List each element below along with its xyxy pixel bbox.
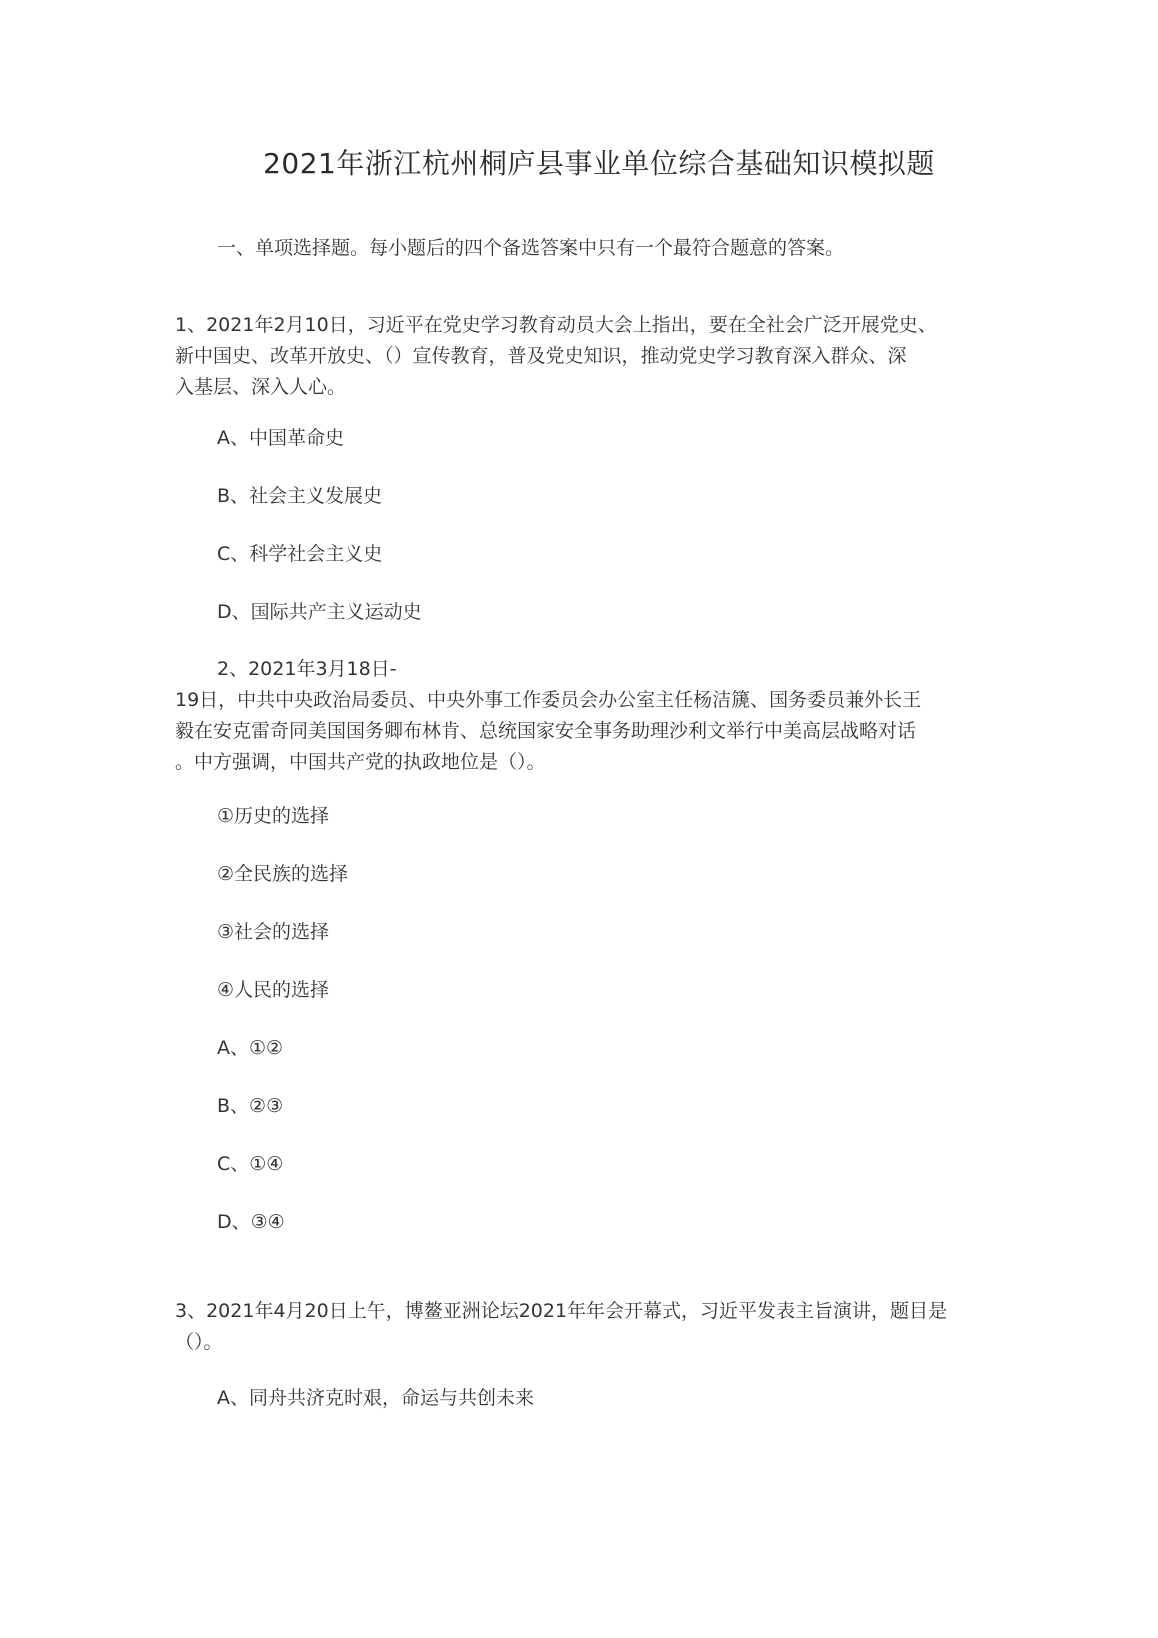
question-2-option-a: A、①② [217, 1037, 284, 1059]
question-2-line: 。中方强调，中国共产党的执政地位是（）。 [175, 751, 546, 773]
question-3-line: （）。 [175, 1331, 223, 1353]
question-2-option-d: D、③④ [217, 1211, 285, 1233]
question-2-statement-1: ①历史的选择 [217, 805, 330, 827]
question-1-option-c: C、科学社会主义史 [217, 543, 383, 565]
question-1-option-d: D、国际共产主义运动史 [217, 601, 422, 623]
question-1-line: 1、2021年2月10日，习近平在党史学习教育动员大会上指出，要在全社会广泛开展党史、 [175, 314, 937, 336]
question-2-text [175, 654, 975, 778]
question-2-line: 19日，中共中央政治局委员、中央外事工作委员会办公室主任杨洁篪、国务委员兼外长王 [175, 689, 922, 711]
question-2-option-b: B、②③ [217, 1095, 284, 1117]
question-1-option-b: B、社会主义发展史 [217, 485, 383, 507]
question-2-line: 2、2021年3月18日- [217, 658, 397, 680]
question-1-option-a: A、中国革命史 [217, 427, 344, 449]
question-3-text [175, 1296, 975, 1358]
question-1-line: 新中国史、改革开放史、（）宣传教育，普及党史知识，推动党史学习教育深入群众、深 [175, 345, 907, 367]
question-2-statement-2: ②全民族的选择 [217, 863, 349, 885]
question-3-line: 3、2021年4月20日上午，博鳌亚洲论坛2021年年会开幕式，习近平发表主旨演讲，题目是 [175, 1300, 948, 1322]
question-2-option-c: C、①④ [217, 1153, 284, 1175]
question-1-text [175, 310, 975, 403]
section-heading: 一、单项选择题。每小题后的四个备选答案中只有一个最符合题意的答案。 [217, 237, 845, 259]
question-2-statement-3: ③社会的选择 [217, 921, 330, 943]
question-3-option-a: A、同舟共济克时艰，命运与共创未来 [217, 1387, 534, 1409]
question-2-line: 毅在安克雷奇同美国国务卿布林肯、总统国家安全事务助理沙利文举行中美高层战略对话 [175, 720, 917, 742]
question-1-line: 入基层、深入人心。 [175, 376, 347, 398]
question-2-statement-4: ④人民的选择 [217, 979, 330, 1001]
document-title: 2021年浙江杭州桐庐县事业单位综合基础知识模拟题 [263, 147, 935, 180]
